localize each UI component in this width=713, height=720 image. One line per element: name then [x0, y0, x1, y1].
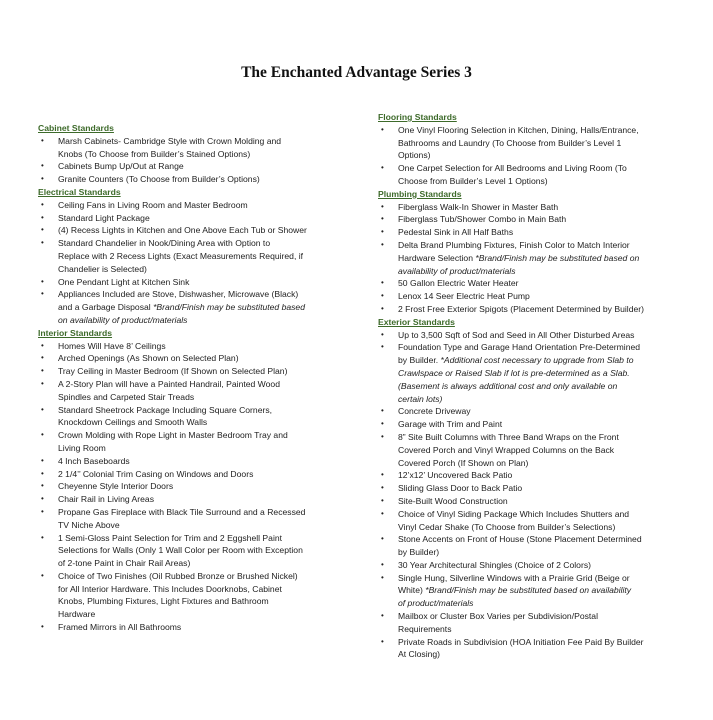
item-text: Concrete Driveway: [398, 406, 471, 417]
bullet-icon: •: [41, 225, 44, 235]
bullet-icon: •: [41, 404, 44, 414]
bullet-icon: •: [381, 201, 384, 211]
bullet-icon: •: [41, 532, 44, 542]
item-text: Appliances Included are Stove, Dishwasher, Microwave (Black): [58, 289, 299, 300]
bullet-icon: •: [41, 622, 44, 632]
plumbing-standards-list: [378, 201, 698, 316]
item-text: Granite Counters (To Choose from Builder’s Options): [58, 174, 260, 185]
bullet-icon: •: [381, 214, 384, 224]
bullet-icon: •: [381, 303, 384, 313]
list-item: [38, 455, 358, 468]
list-item: [378, 405, 698, 418]
item-text: Spindles and Carpeted Stair Treads: [58, 391, 195, 402]
item-text: Options): [398, 150, 431, 161]
list-item: [38, 378, 358, 404]
list-item: [378, 213, 698, 226]
bullet-icon: •: [41, 570, 44, 580]
bullet-icon: •: [381, 227, 384, 237]
item-note: on availability of product/materials: [58, 314, 188, 325]
item-text: by Builder.: [398, 355, 441, 366]
list-item: [38, 276, 358, 289]
item-text: Marsh Cabinets- Cambridge Style with Crown Molding and: [58, 135, 282, 146]
item-text: Homes Will Have 8’ Ceilings: [58, 340, 166, 351]
list-item: [378, 124, 698, 162]
item-note: *Brand/Finish may be substituted based: [153, 302, 305, 313]
item-text: 50 Gallon Electric Water Heater: [398, 278, 519, 289]
item-text: Site-Built Wood Construction: [398, 495, 508, 506]
item-text: Knobs (To Choose from Builder’s Stained Options): [58, 148, 251, 159]
item-text: Lenox 14 Seer Electric Heat Pump: [398, 291, 530, 302]
bullet-icon: •: [41, 289, 44, 299]
item-text: Replace with 2 Recess Lights (Exact Measurements Required, if: [58, 250, 304, 261]
list-item: [38, 468, 358, 481]
bullet-icon: •: [381, 291, 384, 301]
list-item: [38, 288, 358, 326]
item-text: Cheyenne Style Interior Doors: [58, 481, 174, 492]
bullet-icon: •: [41, 506, 44, 516]
list-item: [38, 237, 358, 275]
bullet-icon: •: [381, 508, 384, 518]
item-note: *Additional cost necessary to upgrade from Slab to: [440, 355, 634, 366]
item-text: One Carpet Selection for All Bedrooms and Living Room (To: [398, 163, 627, 174]
bullet-icon: •: [381, 470, 384, 480]
bullet-icon: •: [41, 366, 44, 376]
item-text: Ceiling Fans in Living Room and Master Bedroom: [58, 199, 248, 210]
item-note: certain lots): [398, 393, 443, 404]
flooring-standards-list: [378, 124, 698, 188]
bullet-icon: •: [41, 468, 44, 478]
bullet-icon: •: [381, 636, 384, 646]
bullet-icon: •: [381, 163, 384, 173]
list-item: [38, 352, 358, 365]
bullet-icon: •: [381, 406, 384, 416]
item-text: Up to 3,500 Sqft of Sod and Seed in All Other Disturbed Areas: [398, 329, 635, 340]
item-text: One Vinyl Flooring Selection in Kitchen, Dining, Halls/Entrance,: [398, 124, 639, 135]
item-text: Private Roads in Subdivision (HOA Initiation Fee Paid By Builder: [398, 636, 644, 647]
item-text: Living Room: [58, 442, 106, 453]
item-text: Choice of Two Finishes (Oil Rubbed Bronze or Brushed Nickel): [58, 570, 298, 581]
section-heading-interior-standards: Interior Standards: [38, 327, 113, 338]
bullet-icon: •: [381, 495, 384, 505]
bullet-icon: •: [41, 481, 44, 491]
list-item: [38, 135, 358, 161]
list-item: [38, 493, 358, 506]
list-item: [38, 480, 358, 493]
interior-standards-list: [38, 340, 358, 634]
list-item: [38, 340, 358, 353]
bullet-icon: •: [381, 572, 384, 582]
list-item: [38, 160, 358, 173]
list-item: [38, 365, 358, 378]
bullet-icon: •: [41, 161, 44, 171]
section-heading-exterior-standards: Exterior Standards: [378, 316, 455, 327]
bullet-icon: •: [41, 199, 44, 209]
item-text: 2 1/4’’ Colonial Trim Casing on Windows and Doors: [58, 468, 254, 479]
list-item: [378, 533, 698, 559]
item-text: 1 Semi-Gloss Paint Selection for Trim and 2 Eggshell Paint: [58, 532, 283, 543]
electrical-standards-list: [38, 199, 358, 327]
item-text: Choice of Vinyl Siding Package Which Includes Shutters and: [398, 508, 630, 519]
item-text: Covered Porch (If Shown on Plan): [398, 457, 529, 468]
item-text: Sliding Glass Door to Back Patio: [398, 483, 523, 494]
item-text: Delta Brand Plumbing Fixtures, Finish Color to Match Interior: [398, 239, 630, 250]
item-text: Choose from Builder’s Level 1 Options): [398, 175, 548, 186]
item-text: TV Niche Above: [58, 519, 120, 530]
item-text: 2 Frost Free Exterior Spigots (Placement Determined by Builder): [398, 303, 644, 314]
item-text: Standard Chandelier in Nook/Dining Area with Option to: [58, 238, 271, 249]
item-text: Chandelier is Selected): [58, 263, 147, 274]
list-item: [378, 201, 698, 214]
bullet-icon: •: [381, 278, 384, 288]
bullet-icon: •: [41, 238, 44, 248]
item-text: Knobs, Plumbing Fixtures, Light Fixtures and Bathroom: [58, 596, 269, 607]
bullet-icon: •: [381, 534, 384, 544]
bullet-icon: •: [41, 135, 44, 145]
section-heading-plumbing-standards: Plumbing Standards: [378, 188, 462, 199]
bullet-icon: •: [41, 276, 44, 286]
item-text: Propane Gas Fireplace with Black Tile Surround and a Recessed: [58, 506, 306, 517]
item-note: Crawlspace or Raised Slab if lot is pre-determined as a Slab.: [398, 367, 630, 378]
list-item: [378, 239, 698, 277]
item-text: Chair Rail in Living Areas: [58, 494, 155, 505]
item-text: 30 Year Architectural Shingles (Choice of 2 Colors): [398, 559, 591, 570]
list-item: [378, 290, 698, 303]
item-text: Standard Light Package: [58, 212, 150, 223]
bullet-icon: •: [381, 419, 384, 429]
item-text: Arched Openings (As Shown on Selected Plan): [58, 353, 239, 364]
item-text: Framed Mirrors in All Bathrooms: [58, 622, 182, 633]
list-item: [38, 404, 358, 430]
item-note: *Brand/Finish may be substituted based on availability: [425, 585, 632, 596]
bullet-icon: •: [381, 329, 384, 339]
list-item: [38, 224, 358, 237]
item-text: Knockdown Ceilings and Smooth Walls: [58, 417, 208, 428]
bullet-icon: •: [41, 378, 44, 388]
item-text: Fiberglass Tub/Shower Combo in Main Bath: [398, 214, 567, 225]
item-text: One Pendant Light at Kitchen Sink: [58, 276, 190, 287]
item-text: Crown Molding with Rope Light in Master Bedroom Tray and: [58, 430, 288, 441]
item-text: Tray Ceiling in Master Bedroom (If Shown on Selected Plan): [58, 366, 288, 377]
item-text: Requirements: [398, 623, 452, 634]
list-item: [38, 532, 358, 570]
list-item: [378, 469, 698, 482]
bullet-icon: •: [41, 340, 44, 350]
item-note: availability of product/materials: [398, 265, 516, 276]
item-text: for All Interior Hardware. This Includes Doorknobs, Cabinet: [58, 583, 282, 594]
item-text: by Builder): [398, 547, 440, 558]
item-text: Hardware: [58, 609, 96, 620]
item-text: Garage with Trim and Paint: [398, 419, 503, 430]
list-item: [378, 559, 698, 572]
item-text: Hardware Selection: [398, 252, 476, 263]
bullet-icon: •: [381, 431, 384, 441]
item-text: Selections for Walls (Only 1 Wall Color per Room with Exception: [58, 545, 303, 556]
item-text: Pedestal Sink in All Half Baths: [398, 227, 514, 238]
list-item: [378, 610, 698, 636]
bullet-icon: •: [41, 494, 44, 504]
list-item: [378, 572, 698, 610]
list-item: [38, 199, 358, 212]
right-column: [378, 111, 698, 661]
item-text: Stone Accents on Front of House (Stone Placement Determined: [398, 534, 642, 545]
list-item: [378, 226, 698, 239]
exterior-standards-list: [378, 329, 698, 662]
item-text: Covered Porch and Vinyl Wrapped Columns on the Back: [398, 444, 615, 455]
item-note: *Brand/Finish may be substituted based on: [475, 252, 640, 263]
left-column: [38, 122, 358, 634]
item-text: At Closing): [398, 649, 441, 660]
section-heading-flooring-standards: Flooring Standards: [378, 112, 457, 122]
item-text: Foundation Type and Garage Hand Orientation Pre-Determined: [398, 342, 641, 353]
list-item: [378, 277, 698, 290]
list-item: [38, 506, 358, 532]
list-item: [38, 570, 358, 621]
bullet-icon: •: [41, 212, 44, 222]
item-text: of 2-tone Paint in Chair Rail Areas): [58, 558, 191, 569]
list-item: [38, 621, 358, 634]
item-text: and a Garbage Disposal: [58, 302, 154, 313]
item-text: Single Hung, Silverline Windows with a Prairie Grid (Beige or: [398, 572, 630, 583]
bullet-icon: •: [381, 559, 384, 569]
list-item: [378, 495, 698, 508]
bullet-icon: •: [381, 611, 384, 621]
bullet-icon: •: [41, 174, 44, 184]
list-item: [378, 329, 698, 342]
bullet-icon: •: [41, 430, 44, 440]
list-item: [378, 418, 698, 431]
item-text: Cabinets Bump Up/Out at Range: [58, 161, 184, 172]
bullet-icon: •: [381, 124, 384, 134]
item-note: (Basement is always additional cost and only available on: [398, 380, 618, 391]
list-item: [378, 303, 698, 316]
item-note: of product/materials: [398, 598, 474, 609]
item-text: (4) Recess Lights in Kitchen and One Above Each Tub or Shower: [58, 225, 307, 236]
list-item: [378, 162, 698, 188]
bullet-icon: •: [41, 353, 44, 363]
item-text: Standard Sheetrock Package Including Square Corners,: [58, 404, 273, 415]
item-text: A 2-Story Plan will have a Painted Handrail, Painted Wood: [58, 378, 280, 389]
item-text: White): [398, 585, 426, 596]
item-text: Bathrooms and Laundry (To Choose from Builder’s Level 1: [398, 137, 622, 148]
page-title: The Enchanted Advantage Series 3: [241, 64, 472, 81]
bullet-icon: •: [381, 483, 384, 493]
cabinet-standards-list: [38, 135, 358, 186]
bullet-icon: •: [41, 455, 44, 465]
item-text: 8” Site Built Columns with Three Band Wraps on the Front: [398, 431, 619, 442]
item-text: 4 Inch Baseboards: [58, 455, 130, 466]
list-item: [378, 341, 698, 405]
bullet-icon: •: [381, 342, 384, 352]
item-text: 12’x12’ Uncovered Back Patio: [398, 470, 513, 481]
section-heading-electrical-standards: Electrical Standards: [38, 186, 121, 197]
list-item: [38, 212, 358, 225]
list-item: [38, 173, 358, 186]
list-item: [378, 482, 698, 495]
list-item: [378, 636, 698, 662]
item-text: Fiberglass Walk-In Shower in Master Bath: [398, 201, 559, 212]
item-text: Vinyl Cedar Shake (To Choose from Builder’s Selections): [398, 521, 616, 532]
bullet-icon: •: [381, 239, 384, 249]
list-item: [38, 429, 358, 455]
item-text: Mailbox or Cluster Box Varies per Subdivision/Postal: [398, 611, 598, 622]
list-item: [378, 508, 698, 534]
list-item: [378, 431, 698, 469]
section-heading-cabinet-standards: Cabinet Standards: [38, 123, 114, 133]
